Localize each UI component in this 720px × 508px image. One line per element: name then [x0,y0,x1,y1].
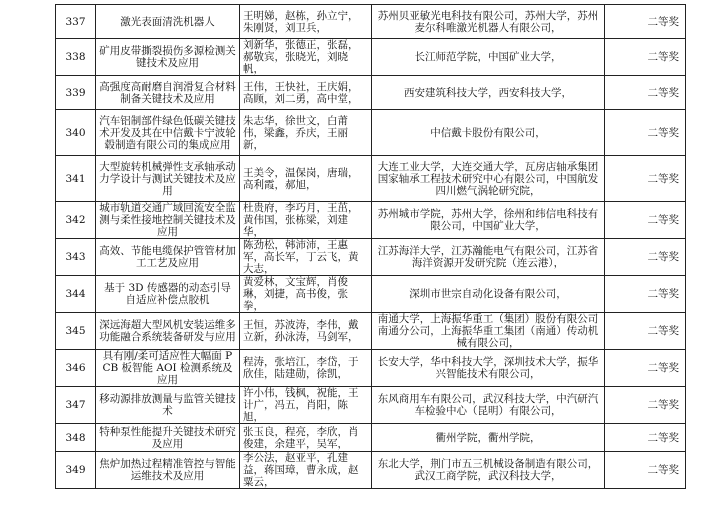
row-number: 348 [56,424,96,452]
row-number: 338 [56,39,96,76]
award-grade: 二等奖 [605,276,686,313]
completing-units: 江苏海洋大学，江苏瀚能电气有限公司，江苏省海洋资源开发研究院（连云港）， [372,239,605,276]
row-number: 347 [56,387,96,424]
award-grade: 二等奖 [605,110,686,156]
completing-units: 南通大学，上海振华重工（集团）股份有限公司南通分公司，上海振华重工集团（南通）传动机械有限公司， [372,313,605,350]
project-name: 基于 3D 传感器的动态引导自适应补偿点胶机 [96,276,240,313]
award-grade: 二等奖 [605,76,686,110]
main-contributors: 许小伟，钱枫，祝能，王计广，冯五，肖阳，陈旭， [240,387,372,424]
completing-units: 苏州城市学院，苏州大学，徐州和纬信电科技有限公司，中国矿业大学， [372,202,605,239]
award-grade: 二等奖 [605,156,686,202]
main-contributors: 刘新华，张德正，张磊，郝敬宾，张晓光，刘晓帆， [240,39,372,76]
project-name: 城市轨道交通广域回流安全监测与柔性接地控制关键技术及应用 [96,202,240,239]
project-name: 移动源排放测量与监管关键技术 [96,387,240,424]
row-number: 345 [56,313,96,350]
award-table [55,4,686,489]
main-contributors: 朱志华，徐世文，白莆伟，梁鑫，乔庆，王丽新， [240,110,372,156]
award-grade: 二等奖 [605,424,686,452]
main-contributors: 王伟，王快社，王庆娟，高顾，刘二勇，高中堂， [240,76,372,110]
project-name: 高效、节能电缆保护管管材加工工艺及应用 [96,239,240,276]
table-row [56,276,686,313]
project-name: 焦炉加热过程精准管控与智能运维技术及应用 [96,452,240,489]
award-grade: 二等奖 [605,313,686,350]
completing-units: 长江师范学院，中国矿业大学， [372,39,605,76]
completing-units: 东风商用车有限公司，武汉科技大学，中汽研汽车检验中心（昆明）有限公司， [372,387,605,424]
project-name: 大型旋转机械弹性支承轴承动力学设计与测试关键技术及应用 [96,156,240,202]
award-grade: 二等奖 [605,202,686,239]
table-row [56,387,686,424]
project-name: 激光表面清洗机器人 [96,5,240,39]
row-number: 339 [56,76,96,110]
main-contributors: 张玉良，程亮，李欣，肖俊建，余建平，吴军， [240,424,372,452]
table-row [56,313,686,350]
row-number: 337 [56,5,96,39]
award-grade: 二等奖 [605,387,686,424]
completing-units: 西安建筑科技大学，西安科技大学， [372,76,605,110]
completing-units: 东北大学，荆门市五三机械设备制造有限公司，武汉工商学院，武汉科技大学， [372,452,605,489]
main-contributors: 李公法，赵亚平，孔建益，蒋国璋，曹永成，赵粟云， [240,452,372,489]
completing-units: 深圳市世宗自动化设备有限公司， [372,276,605,313]
project-name: 矿用皮带撕裂损伤多源检测关键技术及应用 [96,39,240,76]
project-name: 特种泵性能提升关键技术研究及应用 [96,424,240,452]
table-row [56,202,686,239]
project-name: 深远海超大型风机安装运维多功能融合系统装备研发与应用 [96,313,240,350]
project-name: 高强度高耐磨自润滑复合材料制备关键技术及应用 [96,76,240,110]
row-number: 340 [56,110,96,156]
table-row [56,156,686,202]
table-row [56,39,686,76]
award-grade: 二等奖 [605,452,686,489]
award-grade: 二等奖 [605,239,686,276]
main-contributors: 王恒，苏波涛，李伟，戴立新，孙泳涛，马剑军， [240,313,372,350]
award-grade: 二等奖 [605,39,686,76]
main-contributors: 陈劲松，韩沛沛，王惠军，高长军，丁云飞，黄大志， [240,239,372,276]
row-number: 341 [56,156,96,202]
table-row [56,452,686,489]
main-contributors: 黄爱林，文宝辉，肖俊琳，刘捷，高书俊，张拳， [240,276,372,313]
table-row [56,76,686,110]
completing-units: 中信戴卡股份有限公司， [372,110,605,156]
completing-units: 大连工业大学，大连交通大学，瓦房店轴承集团国家轴承工程技术研究中心有限公司，中国航发四川燃气涡轮研究院， [372,156,605,202]
row-number: 343 [56,239,96,276]
main-contributors: 程涛，张培江，李岱，于欣佳，陆建勋，徐凯， [240,350,372,387]
award-grade: 二等奖 [605,5,686,39]
main-contributors: 王明娣，赵栋，孙立宁，朱刚贤，刘卫兵， [240,5,372,39]
row-number: 349 [56,452,96,489]
main-contributors: 杜贵府，李巧月，王茁，黄伟国，张栋梁，刘建华， [240,202,372,239]
completing-units: 衢州学院，衢州学院， [372,424,605,452]
main-contributors: 王美令，温保岗，唐瑞，高利霞，郝旭， [240,156,372,202]
table-row [56,424,686,452]
table-row [56,110,686,156]
project-name: 汽车铝制部件绿色低碳关键技术开发及其在中信戴卡宁波轮毂制造有限公司的集成应用 [96,110,240,156]
row-number: 344 [56,276,96,313]
table-row [56,5,686,39]
table-row [56,350,686,387]
completing-units: 苏州贝亚敏光电科技有限公司，苏州大学，苏州麦尔科唯激光机器人有限公司， [372,5,605,39]
project-name: 具有刚/柔可适应性大幅面 PCB 板智能 AOI 检测系统及应用 [96,350,240,387]
row-number: 346 [56,350,96,387]
completing-units: 长安大学，华中科技大学，深圳技术大学，振华兴智能技术有限公司， [372,350,605,387]
table-row [56,239,686,276]
award-grade: 二等奖 [605,350,686,387]
row-number: 342 [56,202,96,239]
